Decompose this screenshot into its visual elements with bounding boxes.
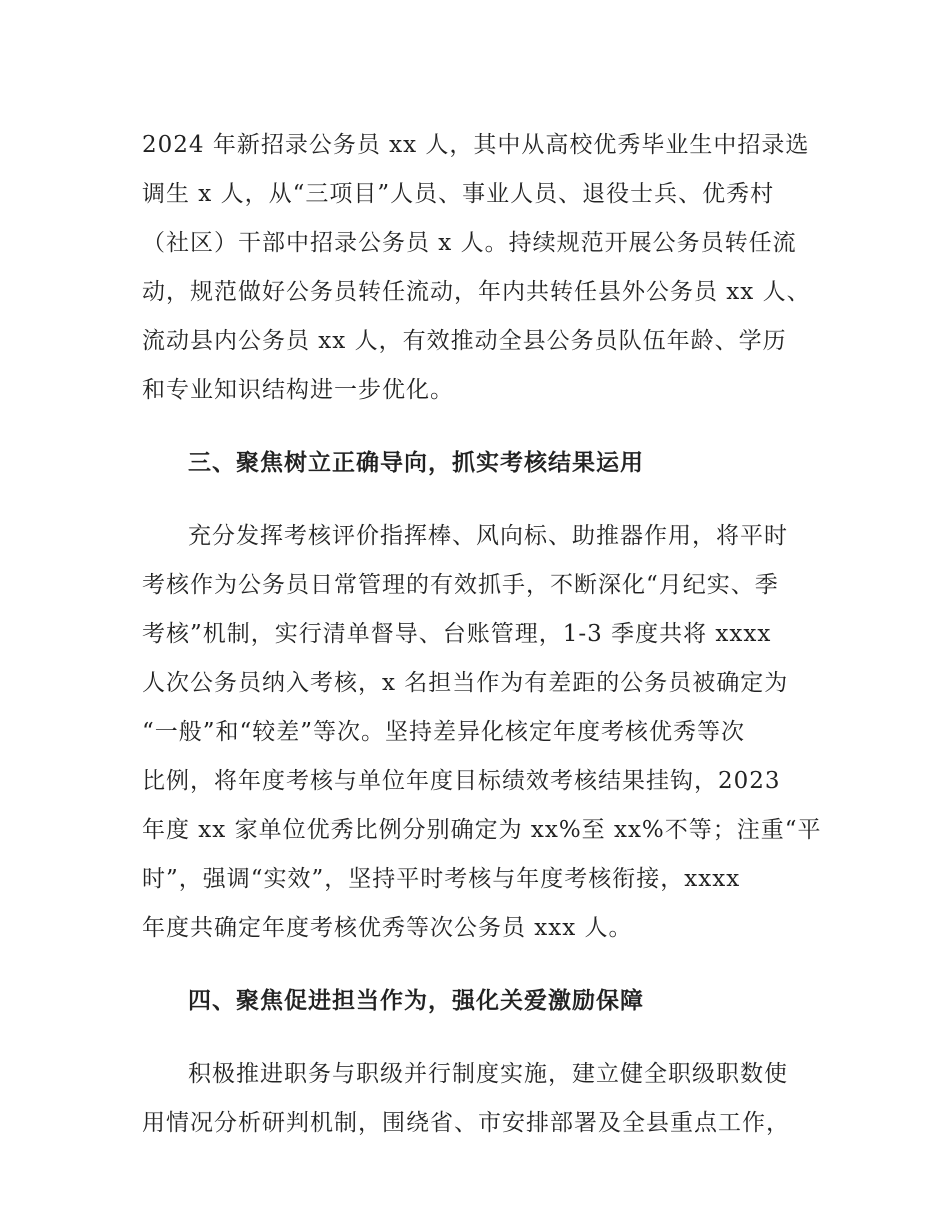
text-line: 人次公务员纳入考核，x 名担当作为有差距的公务员被确定为 — [142, 670, 789, 696]
text-line: “一般”和“较差”等次。坚持差异化核定年度考核优秀等次 — [142, 719, 746, 745]
text-line: 积极推进职务与职级并行制度实施，建立健全职级职数使 — [188, 1061, 788, 1087]
text-line: 年度共确定年度考核优秀等次公务员 xxx 人。 — [142, 915, 633, 941]
text-line: 考核作为公务员日常管理的有效抓手，不断深化“月纪实、季 — [142, 572, 779, 598]
paragraph-incentives — [142, 1050, 810, 1148]
text-line: （社区）干部中招录公务员 x 人。持续规范开展公务员转任流 — [142, 230, 797, 256]
document-body — [142, 121, 822, 1172]
text-line: 调生 x 人，从“三项目”人员、事业人员、退役士兵、优秀村 — [142, 181, 775, 207]
text-line: 年度 xx 家单位优秀比例分别确定为 xx%至 xx%不等；注重“平 — [142, 817, 822, 843]
text-line: 时”，强调“实效”，坚持平时考核与年度考核衔接，xxxx — [142, 866, 741, 892]
text-line: 充分发挥考核评价指挥棒、风向标、助推器作用，将平时 — [188, 523, 788, 549]
text-line: 比例，将年度考核与单位年度目标绩效考核结果挂钩，2023 — [142, 768, 781, 794]
text-line: 流动县内公务员 xx 人，有效推动全县公务员队伍年龄、学历 — [142, 328, 787, 354]
section-heading-4: 四、聚焦促进担当作为，强化关爱激励保障 — [188, 988, 644, 1014]
paragraph-recruitment — [142, 121, 810, 415]
text-line: 用情况分析研判机制，围绕省、市安排部署及全县重点工作， — [142, 1110, 790, 1136]
text-line: 和专业知识结构进一步优化。 — [142, 377, 454, 403]
section-heading-3: 三、聚焦树立正确导向，抓实考核结果运用 — [188, 450, 644, 476]
text-line: 考核”机制，实行清单督导、台账管理，1-3 季度共将 xxxx — [142, 621, 772, 647]
paragraph-assessment — [142, 512, 822, 953]
text-line: 2024 年新招录公务员 xx 人，其中从高校优秀毕业生中招录选 — [142, 132, 810, 158]
text-line: 动，规范做好公务员转任流动，年内共转任县外公务员 xx 人、 — [142, 279, 811, 305]
